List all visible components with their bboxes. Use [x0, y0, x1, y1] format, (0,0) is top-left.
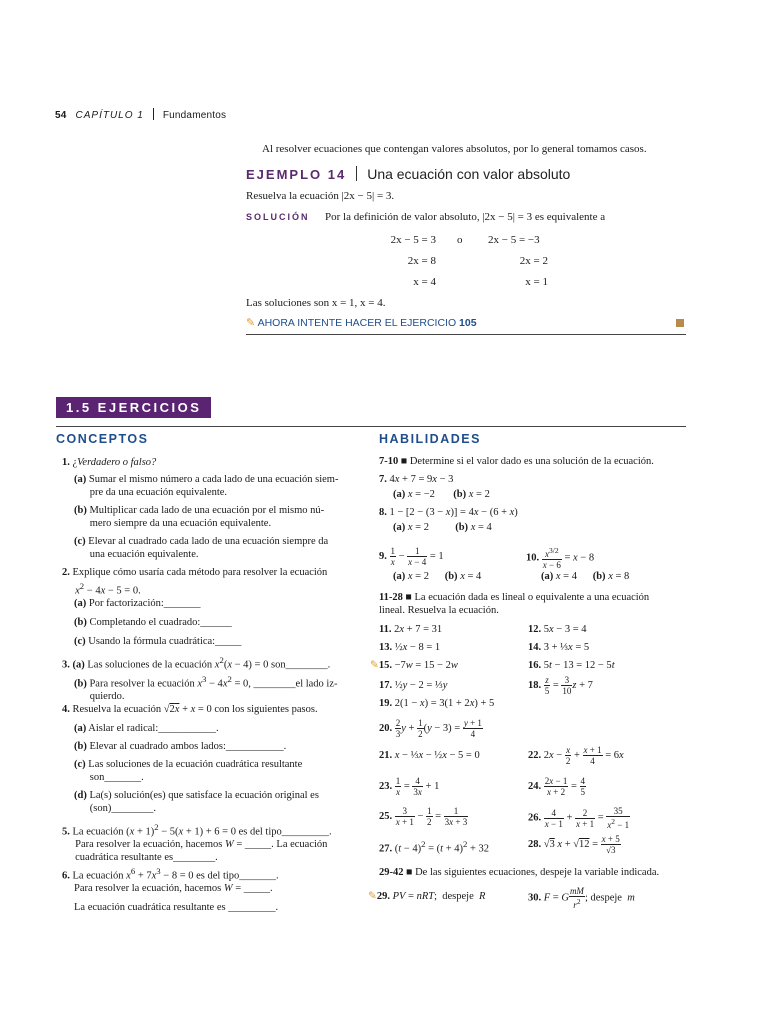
- skill-exercise-item: (a) x = 2 (b) x = 4: [393, 571, 482, 582]
- skill-exercise-item: (a) x = −2 (b) x = 2: [393, 489, 490, 500]
- skill-exercise-item: ✎15. −7w = 15 − 2w: [370, 660, 458, 671]
- habilidades-heading: HABILIDADES: [379, 432, 481, 446]
- skill-exercise-item: 7. 4x + 7 = 9x − 3: [379, 474, 454, 485]
- end-square-icon: [676, 319, 684, 327]
- eq-right-3: x = 1: [525, 276, 548, 288]
- skill-exercise-item: 29-42 ■ De las siguientes ecuaciones, despeje la variable indicada.: [379, 867, 660, 878]
- eq-left-3: x = 4: [413, 276, 436, 288]
- skill-exercise-item: 14. 3 + ⅓x = 5: [528, 642, 590, 653]
- skill-exercise-item: 21. x − ⅓x − ½x − 5 = 0: [379, 750, 480, 761]
- skill-exercise-item: 20. $\frac{2}{3}$ y + $\frac{1}{2}$ (y − 3) = $\frac{y + 1}{4}$: [379, 718, 482, 739]
- skill-exercise-item: (a) x = 4 (b) x = 8: [541, 571, 630, 582]
- solution-label: SOLUCIÓN: [246, 212, 310, 222]
- try-number: 105: [459, 317, 477, 329]
- eq-left-2: 2x = 8: [407, 255, 436, 267]
- skill-exercise-item: 19. 2(1 − x) = 3(1 + 2x) + 5: [379, 698, 495, 709]
- try-text: AHORA INTENTE HACER EL EJERCICIO: [257, 317, 457, 329]
- skill-exercise-item: 18. $\frac{z}{5}$ = $\frac{3}{10}$ z + 7: [528, 675, 593, 696]
- try-exercise: [246, 316, 477, 329]
- concept-exercise-item: 1. ¿Verdadero o falso?: [62, 457, 157, 468]
- concept-exercise-item: (a) Por factorización:_______: [74, 598, 201, 609]
- concept-exercise-item: (c) Las soluciones de la ecuación cuadrática resultante son_______.: [74, 759, 303, 783]
- skill-exercise-item: ✎29. PV = nRT; despeje R: [368, 891, 486, 902]
- skill-exercise-item: (a) x = 2 (b) x = 4: [393, 522, 492, 533]
- skill-exercise-item: 26. $\frac{4}{x - 1}$ + $\frac{2}{x + 1}$ = $\frac{35}{x^2 - 1}$: [528, 806, 630, 830]
- skill-exercise-item: 17. ½y − 2 = ⅓y: [379, 680, 448, 691]
- concept-exercise-item: (c) Elevar al cuadrado cada lado de una ecuación siempre da una ecuación equivalente.: [74, 536, 329, 560]
- skill-exercise-item: 27. $(t - 4)^2 = (t + 4)^2 + 32$: [379, 839, 490, 855]
- skill-exercise-item: 12. 5x − 3 = 4: [528, 624, 587, 635]
- skill-exercise-item: 24. $\frac{2x - 1}{x + 2}$ = $\frac{4}{5}$: [528, 776, 585, 797]
- example-prompt: Resuelva la ecuación |2x − 5| = 3.: [246, 190, 395, 202]
- eq-left-1: 2x − 5 = 3: [390, 234, 436, 246]
- skill-exercise-item: 8. 1 − [2 − (3 − x)] = 4x − (6 + x): [379, 507, 518, 518]
- concept-exercise-item: (b) Elevar al cuadrado ambos lados:___________.: [74, 741, 287, 752]
- skill-exercise-item: 13. ½x − 8 = 1: [379, 642, 441, 653]
- concept-exercise-item: 5. La ecuación $(x + 1)^2 - 5(x + 1) + 6 = 0$ es del tipo_________. Para resolver la ecuación, hacemos W = _____. La ecuación cuadrática resultante es________.: [62, 822, 332, 863]
- skill-exercise-item: 11-28 ■ La ecuación dada es lineal o equivalente a una ecuación lineal. Resuelva la ecuación.: [379, 592, 650, 616]
- example-title: Una ecuación con valor absoluto: [367, 166, 571, 182]
- concept-exercise-item: (d) La(s) solución(es) que satisface la ecuación original es (son)________.: [74, 790, 319, 814]
- example-divider: [356, 166, 357, 181]
- eq-right-1: 2x − 5 = −3: [488, 234, 540, 246]
- example-label: EJEMPLO 14: [246, 167, 347, 182]
- skill-exercise-item: 9. $\frac{1}{x}$ − $\frac{1}{x - 4}$ = 1: [379, 546, 444, 567]
- example-bottom-rule: [246, 334, 686, 335]
- intro-text: Al resolver ecuaciones que contengan valores absolutos, por lo general tomamos casos.: [262, 143, 647, 155]
- concept-exercise-item: (a) Sumar el mismo número a cada lado de una ecuación siem- pre da una ecuación equivalente.: [74, 474, 339, 498]
- header-divider: [153, 108, 154, 120]
- exercises-banner: 1.5 EJERCICIOS: [56, 397, 211, 418]
- example-conclusion: Las soluciones son x = 1, x = 4.: [246, 297, 386, 309]
- skill-exercise-item: 7-10 ■ Determine si el valor dado es una solución de la ecuación.: [379, 456, 654, 467]
- concept-exercise-item: 4. Resuelva la ecuación √2x + x = 0 con los siguientes pasos.: [62, 704, 318, 715]
- skill-exercise-item: 28. √3 x + √12 = $\frac{x + 5}{√3}$: [528, 834, 620, 855]
- running-header: [55, 108, 226, 121]
- conceptos-heading: CONCEPTOS: [56, 432, 149, 446]
- page-number: 54: [55, 110, 67, 121]
- skill-exercise-item: 30. F = G $\frac{mM}{r^2}$ ; despeje m: [528, 886, 635, 910]
- section-label: Fundamentos: [162, 110, 227, 121]
- concept-exercise-item: (a) Aislar el radical:___________.: [74, 723, 219, 734]
- solution-text: Por la definición de valor absoluto, |2x − 5| = 3 es equivalente a: [325, 211, 606, 223]
- pencil-icon: ✎: [246, 317, 256, 329]
- skill-exercise-item: 22. 2x − $\frac{x}{2}$ + $\frac{x + 1}{4}$ = 6x: [528, 745, 624, 766]
- eq-right-2: 2x = 2: [519, 255, 548, 267]
- skill-exercise-item: 11. 2x + 7 = 31: [379, 624, 443, 635]
- concept-exercise-item: Para resolver la ecuación, hacemos W = _____.: [74, 883, 273, 894]
- concept-exercise-item: (b) Completando el cuadrado:______: [74, 617, 232, 628]
- skill-exercise-item: 16. 5t − 13 = 12 − 5t: [528, 660, 615, 671]
- concept-exercise-item: (c) Usando la fórmula cuadrática:_____: [74, 636, 242, 647]
- concept-exercise-item: 2. Explique cómo usaría cada método para resolver la ecuación $x^2 - 4x - 5 = 0$.: [62, 567, 328, 596]
- exercises-rule: [56, 426, 686, 427]
- concept-exercise-item: (b) Multiplicar cada lado de una ecuación por el mismo nú- mero siempre da una ecuación equivalente.: [74, 505, 325, 529]
- eq-or: o: [457, 234, 463, 246]
- chapter-label: CAPÍTULO 1: [75, 110, 144, 121]
- skill-exercise-item: 25. $\frac{3}{x + 1}$ − $\frac{1}{2}$ = $\frac{1}{3x + 3}$: [379, 806, 468, 827]
- concept-exercise-item: (b) Para resolver la ecuación $x^3 - 4x^2 = 0$, ________el lado iz- quierdo.: [74, 674, 338, 702]
- example-heading: [246, 166, 570, 184]
- skill-exercise-item: 23. $\frac{1}{x}$ = $\frac{4}{3x}$ + 1: [379, 776, 440, 797]
- concept-exercise-item: La ecuación cuadrática resultante es _________.: [74, 902, 279, 913]
- skill-exercise-item: 10. $\frac{x^{3/2}}{x - 6}$ = x − 8: [526, 546, 595, 570]
- concept-exercise-item: 3. (a) Las soluciones de la ecuación $x^2(x - 4) = 0$ son________.: [62, 655, 331, 671]
- concept-exercise-item: 6. La ecuación $x^6 + 7x^3 - 8 = 0$ es del tipo_______.: [62, 866, 279, 882]
